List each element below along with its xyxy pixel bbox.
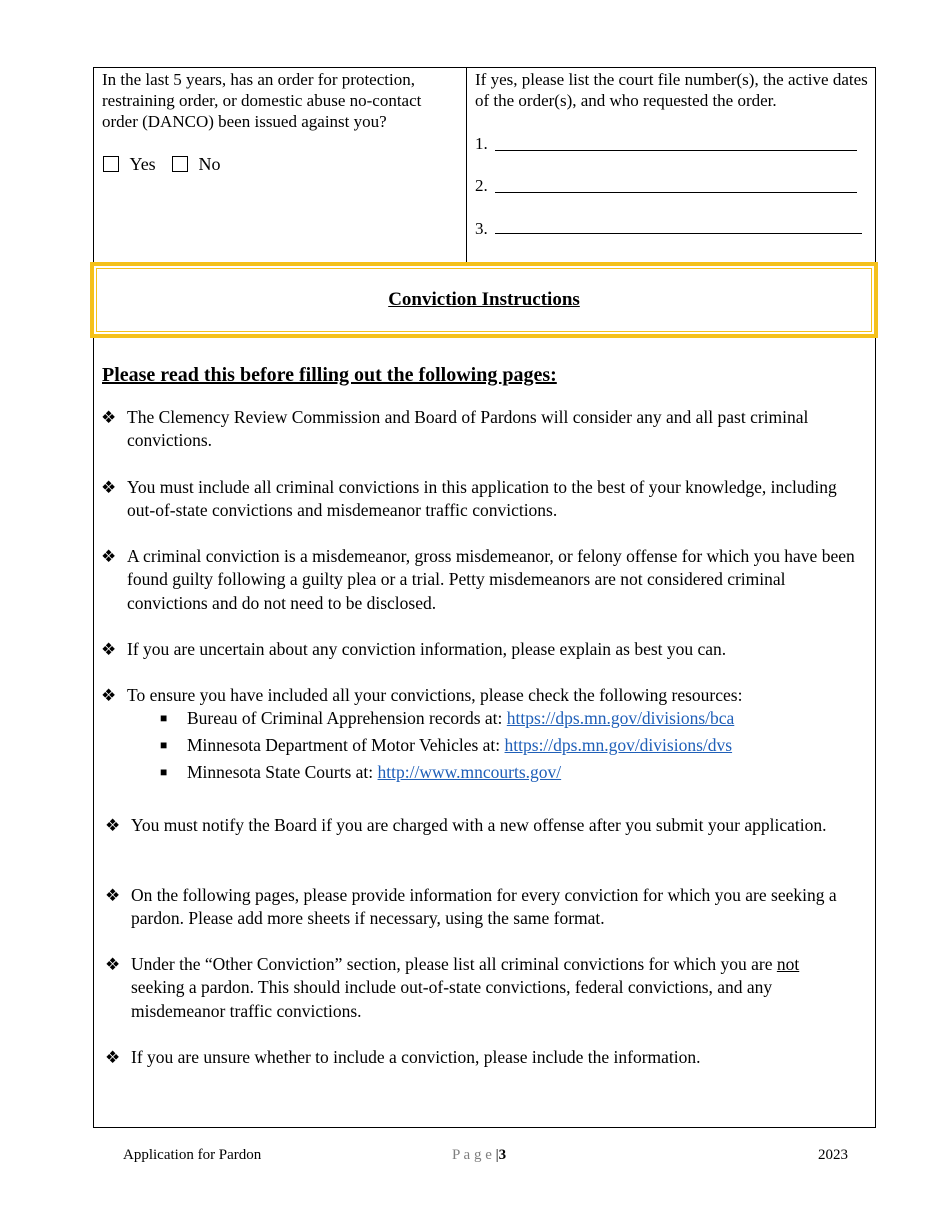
square-bullet-icon: ■ <box>160 765 168 779</box>
footer-page-indicator <box>452 1146 506 1164</box>
footer-year: 2023 <box>818 1147 848 1163</box>
table-divider <box>466 68 467 263</box>
bullet-last: If you are unsure whether to include a conviction, please include the information. <box>131 1047 701 1067</box>
diamond-bullet-icon: ❖ <box>105 886 121 905</box>
bullet-7: On the following pages, please provide information for every conviction for which you are seeking a pardon. Please add more sheets if necessary, using the same format. <box>131 885 837 929</box>
resource-label-courts: Minnesota State Courts at: <box>187 762 378 782</box>
other-conviction-text-end: seeking a pardon. This should include out-of-state convictions, federal convictions, and any misdemeanor traffic convictions. <box>131 977 773 1021</box>
resource-item-bca <box>187 707 734 730</box>
square-bullet-icon: ■ <box>160 738 168 752</box>
resource-item-courts <box>187 761 561 784</box>
diamond-bullet-icon: ❖ <box>101 547 117 566</box>
square-bullet-icon: ■ <box>160 711 168 725</box>
court-file-line-3[interactable] <box>495 233 862 234</box>
no-label: No <box>198 154 221 174</box>
diamond-bullet-icon: ❖ <box>101 640 117 659</box>
line-number-1: 1. <box>475 134 488 153</box>
line-number-3: 3. <box>475 219 488 238</box>
bullet-4: If you are uncertain about any conviction information, please explain as best you can. <box>127 639 727 659</box>
courts-link[interactable]: http://www.mncourts.gov/ <box>377 762 562 782</box>
other-conviction-emphasis: not <box>776 954 800 974</box>
resource-item-dvs <box>187 734 732 757</box>
bca-link[interactable]: https://dps.mn.gov/divisions/bca <box>506 708 735 728</box>
bullet-2: You must include all criminal convictions in this application to the best of your knowledge, including out-of-state convictions and misdemeanor traffic convictions. <box>127 477 837 521</box>
followup-prompt: If yes, please list the court file number(s), the active dates of the order(s), and who requested the order. <box>475 70 868 110</box>
footer-page-label: P a g e <box>452 1147 492 1163</box>
diamond-bullet-icon: ❖ <box>105 1048 121 1067</box>
diamond-bullet-icon: ❖ <box>101 408 117 427</box>
diamond-bullet-icon: ❖ <box>101 686 117 705</box>
bullet-5: To ensure you have included all your convictions, please check the following resources: <box>127 685 743 705</box>
instructions-title: Conviction Instructions <box>388 289 580 310</box>
bullet-1: The Clemency Review Commission and Board of Pardons will consider any and all past criminal convictions. <box>127 407 809 451</box>
footer-page-number: 3 <box>498 1147 507 1163</box>
diamond-bullet-icon: ❖ <box>105 816 121 835</box>
no-checkbox[interactable] <box>172 156 188 172</box>
line-number-2: 2. <box>475 176 488 195</box>
court-file-line-2[interactable] <box>495 192 857 193</box>
footer-separator: | <box>495 1147 499 1163</box>
dvs-link[interactable]: https://dps.mn.gov/divisions/dvs <box>504 735 733 755</box>
court-file-line-1[interactable] <box>495 150 857 151</box>
yes-checkbox[interactable] <box>103 156 119 172</box>
diamond-bullet-icon: ❖ <box>105 955 121 974</box>
instructions-subheading: Please read this before filling out the following pages: <box>102 364 557 386</box>
resource-label-bca: Bureau of Criminal Apprehension records at: <box>187 708 507 728</box>
protection-order-question: In the last 5 years, has an order for protection, restraining order, or domestic abuse no-contact order (DANCO) been issued against you? <box>102 70 422 131</box>
instructions-title-box <box>90 262 878 338</box>
diamond-bullet-icon: ❖ <box>101 478 117 497</box>
resource-label-dvs: Minnesota Department of Motor Vehicles at: <box>187 735 505 755</box>
other-conviction-text-start: Under the “Other Conviction” section, please list all criminal convictions for which you are <box>131 954 773 974</box>
yes-option <box>103 153 156 175</box>
bullet-other-conviction <box>131 953 856 1023</box>
no-option <box>172 153 221 175</box>
bullet-6: You must notify the Board if you are charged with a new offense after you submit your application. <box>131 815 827 835</box>
yes-label: Yes <box>129 154 156 174</box>
footer-document-title: Application for Pardon <box>123 1147 262 1163</box>
bullet-3: A criminal conviction is a misdemeanor, gross misdemeanor, or felony offense for which you have been found guilty following a guilty plea or a trial. Petty misdemeanors are not considered criminal convictions and do not need to be disclosed. <box>127 546 855 613</box>
